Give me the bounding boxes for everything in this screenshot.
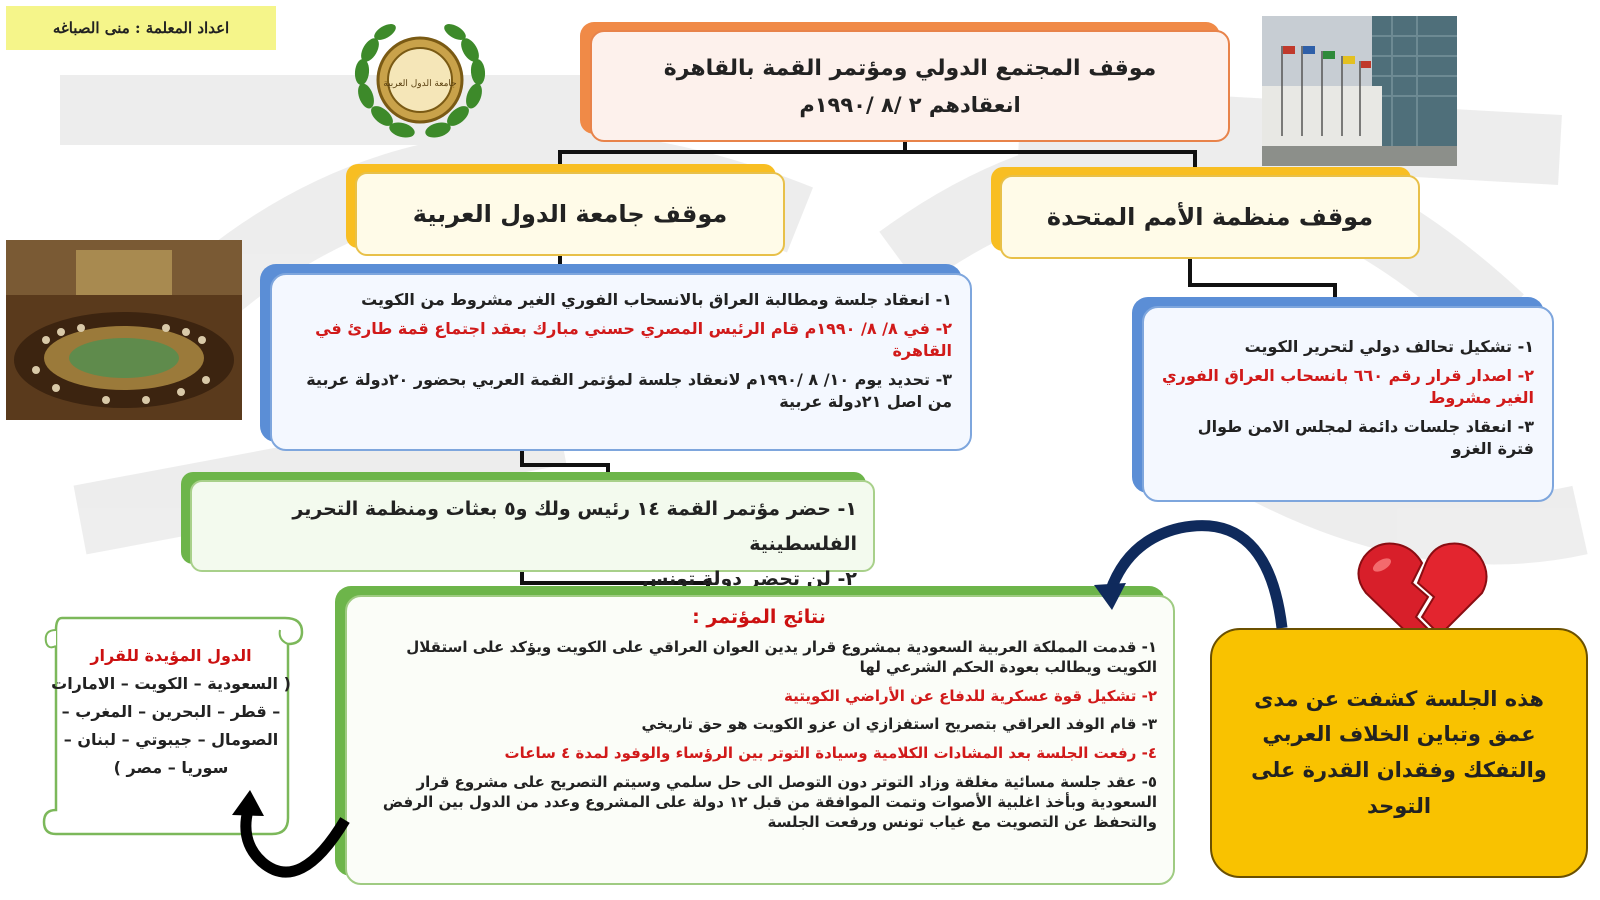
results-title: نتائج المؤتمر : xyxy=(692,606,826,628)
un-item-2: ٢- اصدار قرار رقم ٦٦٠ بانسحاب العراق الفوري الغير مشروط xyxy=(1161,366,1534,408)
attendance-item-1: ١- حضر مؤتمر القمة ١٤ رئيس ولك و٥ بعثات ومنظمة التحرير الفلسطينية xyxy=(292,498,857,556)
arab-league-header: موقف جامعة الدول العربية xyxy=(355,172,785,256)
result-item-3: ٣- قام الوفد العراقي بتصريح استفزازي ان عزو الكويت هو حق تاريخي xyxy=(641,715,1157,734)
conclusion-box: هذه الجلسة كشفت عن مدى عمق وتباين الخلاف العربي والتفكك وفقدان القدرة على التوحد xyxy=(1210,628,1588,878)
un-header: موقف منظمة الأمم المتحدة xyxy=(1000,175,1420,259)
arrow-head-to-supporters xyxy=(232,790,264,816)
result-item-4: ٤- رفعت الجلسة بعد المشادات الكلامية وسيادة التوتر بين الرؤساء والوفود لمدة ٤ ساعات xyxy=(504,744,1157,763)
supporters-list: ( السعودية – الكويت – الامارات – قطر – البحرين – المغرب – الصومال – جيبوتي – لبنان – سوريا – مصر ) xyxy=(51,674,291,777)
arab-league-item-3: ٣- تحديد يوم ١٠/ ٨ /١٩٩٠م لانعقاد جلسة لمؤتمر القمة العربي بحضور ٢٠دولة عربية من اصل ٢١دولة عربية xyxy=(306,370,952,412)
result-item-2: ٢- تشكيل قوة عسكرية للدفاع عن الأراضي الكويتية xyxy=(784,686,1157,705)
result-item-1: ١- قدمت المملكة العربية السعودية بمشروع قرار يدين العوان العراقي على الكويت ويؤكد على استقلال الكويت ويطالب بعودة الحكم الشرعي لها xyxy=(406,638,1157,676)
arab-league-item-1: ١- انعقاد جلسة ومطالبة العراق بالانسحاب الفوري الغير مشروط من الكويت xyxy=(361,290,952,309)
arrow-head-to-results xyxy=(1094,583,1126,610)
un-item-3: ٣- انعقاد جلسات دائمة لمجلس الامن طوال فترة الغزو xyxy=(1197,417,1534,459)
main-title-date: انعقادهم ٢ /٨ /١٩٩٠م xyxy=(799,92,1021,117)
un-item-1: ١- تشكيل تحالف دولي لتحرير الكويت xyxy=(1244,337,1534,356)
main-title: موقف المجتمع الدولي ومؤتمر القمة بالقاهرة xyxy=(663,55,1157,81)
attendance-item-2: ٢- لن تحضر دولة تونس xyxy=(642,568,857,591)
arab-league-item-2: ٢- في ٨/ ٨/ ١٩٩٠م قام الرئيس المصري حسني مبارك بعقد اجتماع قمة طارئ في القاهرة xyxy=(315,319,952,361)
result-item-5: ٥- عقد جلسة مسائية مغلقة وزاد التوتر دون التوصل الى حل سلمي وسيتم التصريح على مشروع قرار السعودية وبأخذ اغلبية الأصوات وتمت الموافقة من قبل ١٢ دولة على المشروع وعدد من الدول بين الرفض والتحفظ عن التصويت مع غياب تونس ورفعت الجلسة xyxy=(382,773,1157,831)
emblem-text: جامعة الدول العربية xyxy=(383,79,457,89)
supporters-title: الدول المؤيدة للقرار xyxy=(90,646,252,665)
author-credit: اعداد المعلمة : منى الصباغه xyxy=(6,6,276,50)
